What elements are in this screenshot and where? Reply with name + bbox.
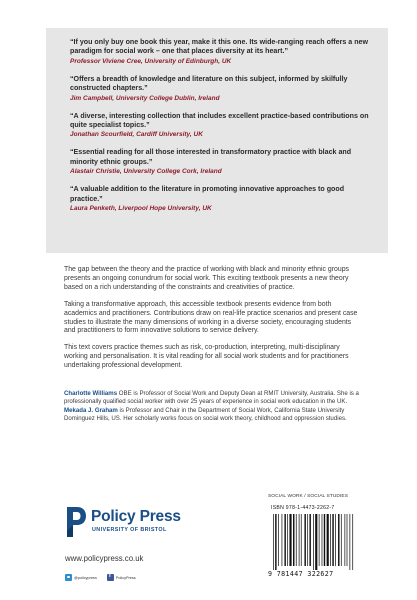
barcode-bar xyxy=(301,514,302,566)
author-name: Mekada J. Graham xyxy=(64,406,118,414)
barcode-bar xyxy=(322,514,323,566)
quote-text: “If you only buy one book this year, make it this one. Its wide-ranging reach offers a new paradigm for social work – one that places diversity at its heart.” xyxy=(70,38,368,56)
barcode-bar xyxy=(313,514,314,570)
book-description xyxy=(64,266,364,379)
publisher-logo xyxy=(65,505,225,541)
facebook-link[interactable] xyxy=(107,574,136,581)
isbn-number: ISBN 978-1-4473-2262-7 xyxy=(271,505,335,511)
barcode-bar xyxy=(296,514,297,566)
author-bio xyxy=(64,390,364,407)
endorsements-panel xyxy=(46,28,388,253)
isbn-barcode-block xyxy=(268,502,366,582)
barcode-digits: 9 781447 322627 xyxy=(268,570,334,578)
barcode-bar xyxy=(304,514,305,566)
barcode-bar xyxy=(273,514,274,570)
quote-attribution: Jim Campbell, University College Dublin, Ireland xyxy=(70,94,220,102)
barcode-bar xyxy=(287,514,288,566)
publisher-subtitle: UNIVERSITY OF BRISTOL xyxy=(92,527,167,533)
endorsement-quote xyxy=(70,75,376,103)
author-bio-text: OBE is Professor of Social Work and Deputy Dean at RMIT University, Australia. She is a professionally qualified social worker with over 25 years of experience in social work education in the UK. xyxy=(64,390,359,406)
barcode-bar xyxy=(347,514,348,566)
barcode-bar xyxy=(335,514,336,566)
author-bios xyxy=(64,390,364,423)
author-bio-text: is Professor and Chair in the Department of Social Work, California State University Dominguez Hills, US. Her scholarly works focus on social work theory, childhood and oppression studies. xyxy=(64,406,347,422)
endorsement-quote xyxy=(70,148,376,176)
facebook-handle: PolicyPress xyxy=(115,575,136,580)
barcode-bar xyxy=(284,514,285,566)
author-bio xyxy=(64,407,364,424)
description-paragraph: The gap between the theory and the practice of working with black and minority ethnic groups presents an ongoing conundrum for social work. This exciting textbook presents a new theory based on a rich understanding of the constraints and creativities of practice. xyxy=(64,266,349,291)
quote-text: “Essential reading for all those interested in transformatory practice with black and minority ethnic groups.” xyxy=(70,148,352,166)
barcode-bar xyxy=(307,514,308,566)
description-paragraph: This text covers practice themes such as risk, co-production, interpreting, multi-disciplinary working and personalisation. It is vital reading for all social work students and for practitioners undertaking professional development. xyxy=(64,344,349,370)
publisher-name: Policy Press xyxy=(91,508,181,525)
barcode-bar xyxy=(341,514,342,566)
barcode-bar xyxy=(330,514,331,566)
barcode-bar xyxy=(315,514,317,570)
quote-attribution: Laura Penketh, Liverpool Hope University, UK xyxy=(70,205,212,213)
twitter-icon xyxy=(65,574,72,581)
barcode-bar xyxy=(289,514,291,566)
barcode-bar xyxy=(309,514,310,566)
barcode-bar xyxy=(324,514,325,566)
description-paragraph: Taking a transformative approach, this accessible textbook presents evidence from both academics and practitioners. Contributions draw on real-life practice scenarios and present case studies to illustrate the many dimensions of working in a diverse society, encouraging students and practitioners to form innovative solutions to service delivery. xyxy=(64,300,358,335)
policy-press-p-logo-icon xyxy=(65,505,87,539)
barcode-bar xyxy=(352,514,353,570)
endorsement-quote xyxy=(70,185,376,213)
barcode-bar xyxy=(299,514,300,566)
barcode-bar xyxy=(275,514,276,570)
quote-attribution: Professor Viviene Cree, University of Edinburgh, UK xyxy=(70,57,232,65)
quote-text: “A diverse, interesting collection that includes excellent practice-based contributions on quite specialist topics.” xyxy=(70,111,369,130)
endorsement-quote xyxy=(70,38,376,66)
barcode-bar xyxy=(278,514,279,566)
quote-text: “Offers a breadth of knowledge and literature on this subject, informed by skilfully constructed chapters.” xyxy=(70,74,348,93)
social-links xyxy=(65,574,136,581)
barcode-bar xyxy=(319,514,320,566)
barcode-bar xyxy=(293,514,294,566)
quote-attribution: Alastair Christie, University College Cork, Ireland xyxy=(70,168,222,176)
quote-attribution: Jonathan Scourfield, Cardiff University, UK xyxy=(70,131,203,139)
barcode-bar xyxy=(338,514,339,566)
subject-category: SOCIAL WORK / SOCIAL STUDIES xyxy=(268,494,349,499)
quote-text: “A valuable addition to the literature in promoting innovative approaches to good practice.” xyxy=(70,185,345,203)
twitter-handle: @policypress xyxy=(74,575,97,580)
author-name: Charlotte Williams xyxy=(64,390,118,397)
publisher-website[interactable]: www.policypress.co.uk xyxy=(65,554,144,563)
barcode xyxy=(271,514,363,570)
barcode-bar xyxy=(282,514,283,566)
barcode-bar xyxy=(332,514,333,566)
barcode-bar xyxy=(350,514,351,570)
barcode-bar xyxy=(327,514,329,566)
facebook-icon xyxy=(107,574,114,581)
twitter-link[interactable] xyxy=(65,574,97,581)
barcode-bar xyxy=(345,514,346,566)
endorsement-quote xyxy=(70,112,376,140)
